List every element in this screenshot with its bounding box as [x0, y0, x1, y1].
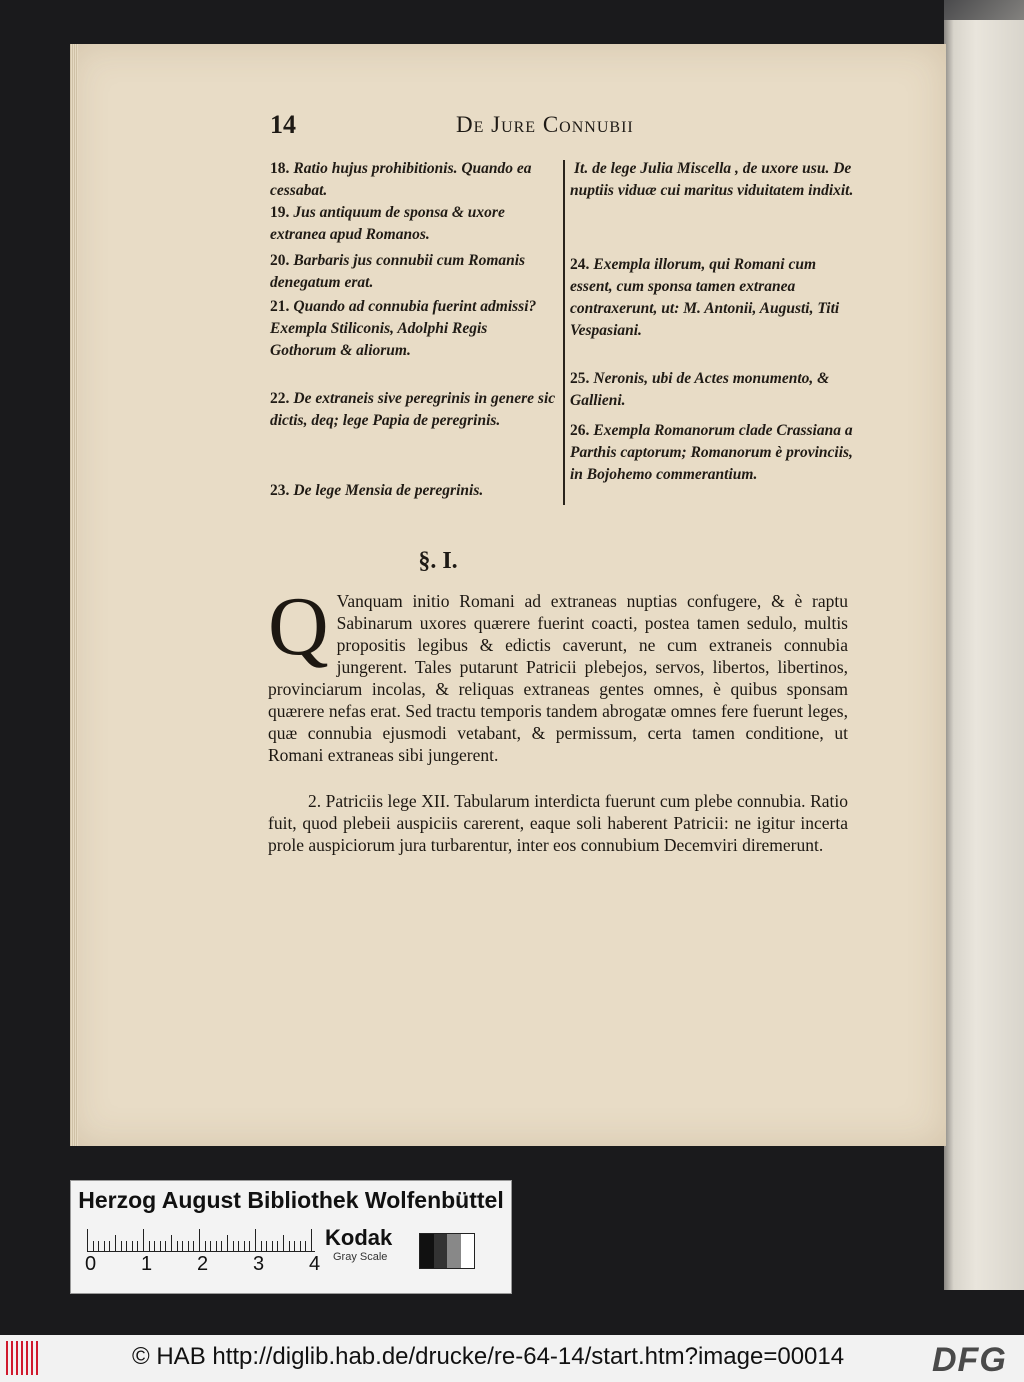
running-head: De Jure Connubii [456, 112, 634, 137]
ruler-tick [221, 1241, 222, 1251]
ruler-tick [165, 1241, 166, 1251]
footer-bar [0, 1335, 1024, 1382]
ruler-tick [188, 1241, 189, 1251]
column-divider [563, 160, 565, 505]
summary-item: 20. Barbaris jus connubii cum Romanis denegatum erat. [270, 252, 526, 291]
ruler-tick [149, 1241, 150, 1251]
ruler-tick [216, 1241, 217, 1251]
ruler-tick [249, 1241, 250, 1251]
ruler-tick [199, 1229, 200, 1251]
ruler-tick [289, 1241, 290, 1251]
summary-item: 25. Neronis, ubi de Actes monumento, & Gallieni. [570, 370, 830, 409]
drop-cap: Q [268, 580, 329, 673]
ruler-tick [227, 1235, 228, 1251]
ruler-tick [244, 1241, 245, 1251]
paragraph-2: 2. Patriciis lege XII. Tabularum interdicta fuerunt cum plebe connubia. Ratio fuit, quod plebeii auspiciis carerent, eaque soli haberent Patricii: ne igitur incerta prole auspiciorum jura turbarentur, inter eos connubium Decemviri diremerunt. [268, 791, 848, 855]
ruler-tick [283, 1235, 284, 1251]
summary-item: 24. Exempla illorum, qui Romani cum essent, cum sponsa tamen extranea contraxerunt, ut: M. Antonii, Augusti, Titi Vespasiani. [570, 256, 840, 339]
scale-number: 4 [309, 1253, 321, 1275]
paragraph-1-text: Vanquam initio Romani ad extraneas nuptias confugere, & è raptu Sabinarum uxores quærere fuerint coacti, postea tamen sedulo, multis propositis legibus & edictis caverunt, ne cum extraneis connubia jungerent. Tales putarunt Patricii plebejos, servos, libertos, libertinos, provinciarum incolas, & reliquas extraneas gentes omnes, è quibus sponsam quærere nefas erat. Sed tractu temporis tandem abrogatæ omnes fere fuerunt leges, quæ connubia ejusmodi vetabant, & permissum, certa tamen conditione, ut Romani extraneas sibi jungerent. [268, 591, 848, 765]
ruler-tick [205, 1241, 206, 1251]
ruler-tick [266, 1241, 267, 1251]
summary-item: 23. De lege Mensia de peregrinis. [270, 482, 484, 499]
ruler-tick [272, 1241, 273, 1251]
source-url[interactable]: © HAB http://diglib.hab.de/drucke/re-64-14/start.htm?image=00014 [132, 1343, 845, 1370]
ruler-tick [177, 1241, 178, 1251]
ruler-tick [104, 1241, 105, 1251]
gray-swatch-icon [419, 1233, 475, 1269]
hab-barcode-icon [6, 1341, 38, 1375]
ruler-tick [182, 1241, 183, 1251]
section-heading: §. I. [418, 548, 458, 574]
ruler-tick [311, 1229, 312, 1251]
summary-item: 22. De extraneis sive peregrinis in genere sic dictis, deq; lege Papia de peregrinis. [270, 390, 556, 429]
scale-number: 3 [253, 1253, 265, 1275]
ruler-tick [261, 1241, 262, 1251]
ruler-tick [154, 1241, 155, 1251]
summary-item: 26. Exempla Romanorum clade Crassiana a Parthis captorum; Romanorum è provinciis, in Bojohemo commerantium. [570, 422, 853, 483]
ruler-tick [160, 1241, 161, 1251]
ruler-tick [115, 1235, 116, 1251]
ruler-tick [294, 1241, 295, 1251]
color-calibration-bar [70, 1180, 512, 1294]
library-name: Herzog August Bibliothek Wolfenbüttel [78, 1187, 504, 1213]
ruler-tick [121, 1241, 122, 1251]
page-edges [70, 44, 78, 1146]
scale-number: 2 [197, 1253, 209, 1275]
chapter-summary [270, 158, 856, 518]
ruler-tick [300, 1241, 301, 1251]
ruler-tick [233, 1241, 234, 1251]
ruler-tick [210, 1241, 211, 1251]
summary-item: 18. Ratio hujus prohibitionis. Quando ea cessabat. [270, 160, 532, 199]
ruler-tick [109, 1241, 110, 1251]
ruler-tick [93, 1241, 94, 1251]
page-header [270, 110, 850, 150]
gray-scale-label: Gray Scale [333, 1251, 388, 1263]
scale-number: 0 [85, 1253, 97, 1275]
ruler-tick [132, 1241, 133, 1251]
ruler-tick [277, 1241, 278, 1251]
summary-item: 19. Jus antiquum de sponsa & uxore extranea apud Romanos. [270, 204, 505, 243]
ruler-icon [87, 1229, 315, 1252]
ruler-tick [238, 1241, 239, 1251]
dfg-logo: DFG [932, 1341, 1007, 1379]
ruler-tick [126, 1241, 127, 1251]
body-text [268, 580, 848, 880]
adjacent-page-edge [944, 20, 1024, 1290]
summary-item: It. de lege Julia Miscella , de uxore usu. De nuptiis viduæ cui maritus viduitatem indixit. [570, 160, 854, 199]
ruler-scale [85, 1253, 325, 1277]
ruler-tick [143, 1229, 144, 1251]
ruler-tick [255, 1229, 256, 1251]
ruler-tick [305, 1241, 306, 1251]
page-number: 14 [270, 110, 296, 139]
ruler-tick [87, 1229, 88, 1251]
ruler-tick [137, 1241, 138, 1251]
ruler-tick [171, 1235, 172, 1251]
summary-item: 21. Quando ad connubia fuerint admissi? Exempla Stiliconis, Adolphi Regis Gothorum & aliorum. [270, 298, 537, 359]
paragraph-1 [268, 580, 848, 766]
ruler-tick [193, 1241, 194, 1251]
ruler-tick [98, 1241, 99, 1251]
kodak-brand: Kodak [325, 1225, 393, 1250]
scale-number: 1 [141, 1253, 153, 1275]
